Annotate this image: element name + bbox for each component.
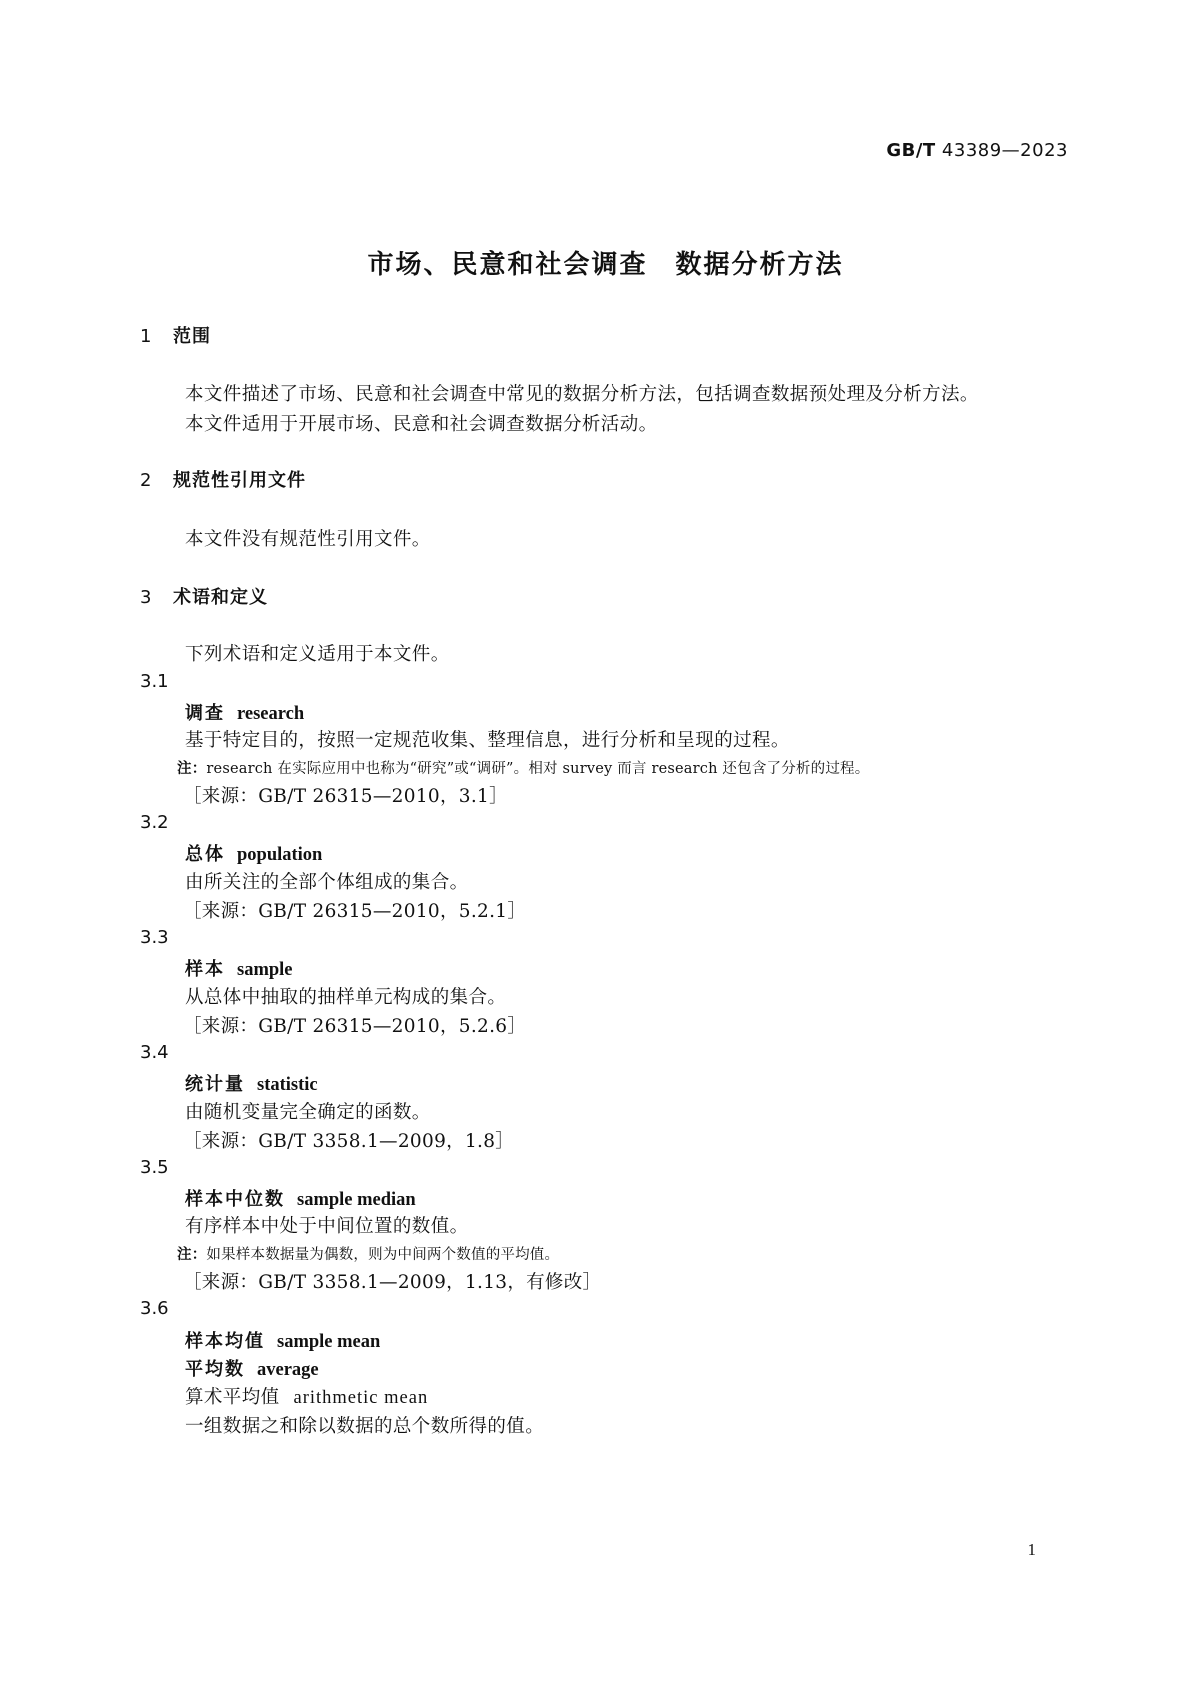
term-number: 3.5 xyxy=(140,1157,169,1178)
term-number: 3.4 xyxy=(140,1042,169,1063)
term-en: research xyxy=(237,704,305,724)
term-source: ［来源：GB/T 26315—2010，5.2.6］ xyxy=(183,1016,527,1037)
term-entry xyxy=(185,1070,318,1096)
term-number: 3.2 xyxy=(140,812,169,833)
term-entry xyxy=(185,1327,380,1353)
section-heading-normative-references xyxy=(140,466,306,492)
note-label: 注： xyxy=(177,761,207,777)
term-zh: 样本 xyxy=(185,959,225,980)
term-number: 3.1 xyxy=(140,671,169,692)
section-number: 1 xyxy=(140,326,153,347)
term-en: sample median xyxy=(297,1190,416,1210)
term-number: 3.3 xyxy=(140,927,169,948)
term-note xyxy=(177,757,869,778)
section-number: 2 xyxy=(140,470,153,491)
term-source: ［来源：GB/T 3358.1—2009，1.13，有修改］ xyxy=(183,1272,602,1293)
term-zh: 样本中位数 xyxy=(185,1189,285,1210)
section-number: 3 xyxy=(140,587,153,608)
term-en: statistic xyxy=(257,1075,318,1095)
section-title: 术语和定义 xyxy=(173,587,268,608)
term-zh: 总体 xyxy=(185,844,225,865)
term-number: 3.6 xyxy=(140,1298,169,1319)
paragraph: 下列术语和定义适用于本文件。 xyxy=(185,644,450,665)
term-zh: 平均数 xyxy=(185,1359,245,1380)
standard-number: 43389—2023 xyxy=(935,140,1068,161)
paragraph: 本文件适用于开展市场、民意和社会调查数据分析活动。 xyxy=(185,414,658,435)
paragraph: 本文件描述了市场、民意和社会调查中常见的数据分析方法，包括调查数据预处理及分析方法。 xyxy=(185,384,979,405)
note-text: 如果样本数据量为偶数，则为中间两个数值的平均值。 xyxy=(206,1247,560,1263)
term-entry xyxy=(185,955,293,981)
term-en: sample mean xyxy=(277,1332,381,1352)
term-definition: 由随机变量完全确定的函数。 xyxy=(185,1102,431,1123)
note-text: research 在实际应用中也称为“研究”或“调研”。相对 survey 而言 research 还包含了分析的过程。 xyxy=(206,761,870,777)
standard-code xyxy=(886,140,1068,161)
section-title: 范围 xyxy=(173,326,211,347)
term-zh: 算术平均值 xyxy=(185,1387,280,1408)
term-definition: 基于特定目的，按照一定规范收集、整理信息，进行分析和呈现的过程。 xyxy=(185,730,790,751)
note-label: 注： xyxy=(177,1247,207,1263)
document-title: 市场、民意和社会调查 数据分析方法 xyxy=(367,250,844,280)
term-definition: 由所关注的全部个体组成的集合。 xyxy=(185,872,469,893)
term-entry xyxy=(185,1185,416,1211)
term-en: sample xyxy=(237,960,293,980)
term-entry xyxy=(185,699,304,725)
section-heading-terms xyxy=(140,583,268,609)
term-source: ［来源：GB/T 3358.1—2009，1.8］ xyxy=(183,1131,515,1152)
term-definition: 从总体中抽取的抽样单元构成的集合。 xyxy=(185,987,507,1008)
section-heading-scope xyxy=(140,322,211,348)
term-en: population xyxy=(237,845,323,865)
term-source: ［来源：GB/T 26315—2010，5.2.1］ xyxy=(183,901,527,922)
term-note xyxy=(177,1243,559,1264)
term-definition: 一组数据之和除以数据的总个数所得的值。 xyxy=(185,1416,545,1437)
term-zh: 样本均值 xyxy=(185,1331,265,1352)
term-definition: 有序样本中处于中间位置的数值。 xyxy=(185,1216,469,1237)
paragraph: 本文件没有规范性引用文件。 xyxy=(185,529,431,550)
standard-prefix: GB/T xyxy=(886,140,936,161)
term-source: ［来源：GB/T 26315—2010，3.1］ xyxy=(183,786,508,807)
term-entry-synonym xyxy=(185,1355,319,1381)
term-entry xyxy=(185,840,322,866)
page-number: 1 xyxy=(1027,1540,1036,1559)
term-entry-admitted xyxy=(185,1383,428,1409)
term-en: average xyxy=(257,1360,319,1380)
term-zh: 调查 xyxy=(185,703,225,724)
section-title: 规范性引用文件 xyxy=(173,470,306,491)
term-zh: 统计量 xyxy=(185,1074,245,1095)
term-en: arithmetic mean xyxy=(293,1388,429,1408)
